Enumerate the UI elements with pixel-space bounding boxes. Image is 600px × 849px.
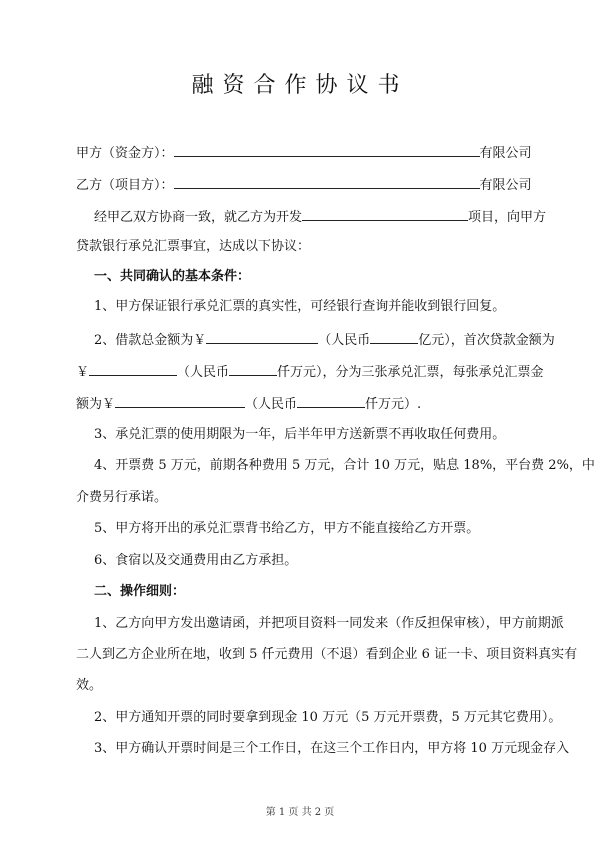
first-loan-blank[interactable] — [89, 362, 177, 376]
party-a-blank[interactable] — [174, 143, 480, 157]
section1-item2-line3 — [76, 394, 421, 414]
intro-line-1 — [94, 207, 546, 227]
section2-item1-line3: 效。 — [76, 678, 103, 693]
intro-line-2: 贷款银行承兑汇票事宜，达成以下协议： — [76, 239, 311, 254]
party-a-suffix: 有限公司 — [479, 146, 532, 161]
item2-text-g: 额为￥ — [76, 397, 116, 412]
party-b-suffix: 有限公司 — [479, 178, 532, 193]
section1-item5: 5、甲方将开出的承兑汇票背书给乙方，甲方不能直接给乙方开票。 — [94, 521, 480, 536]
party-b-line — [76, 175, 532, 195]
party-b-label: 乙方（项目方）： — [76, 178, 174, 193]
total-amount-blank[interactable] — [206, 330, 318, 344]
section2-item2: 2、甲方通知开票的同时要拿到现金 10 万元（5 万元开票费，5 万元其它费用）。 — [94, 710, 562, 725]
section1-item4-line2: 介费另行承诺。 — [76, 490, 168, 505]
total-rmb-blank[interactable] — [370, 330, 418, 344]
party-b-blank[interactable] — [174, 175, 480, 189]
section1-item6: 6、食宿以及交通费用由乙方承担。 — [94, 553, 298, 568]
item2-text-d: ￥ — [76, 365, 90, 380]
section1-item4-line1: 4、开票费 5 万元，前期各种费用 5 万元，合计 10 万元，贴息 18%，平台费 2%，中 — [94, 458, 595, 473]
section2-item1-line1: 1、乙方向甲方发出邀请函，并把项目资料一同发来（作反担保审核），甲方前期派 — [94, 616, 564, 631]
per-draft-amount-blank[interactable] — [115, 394, 245, 408]
item2-text-e: （人民币 — [177, 365, 230, 380]
first-loan-rmb-blank[interactable] — [229, 362, 277, 376]
item2-text-h: （人民币 — [245, 397, 298, 412]
intro-text-b: 项目，向甲方 — [468, 210, 547, 225]
item2-text-f: 仟万元），分为三张承兑汇票，每张承兑汇票金 — [277, 365, 544, 380]
page-footer: 第 1 页 共 2 页 — [265, 807, 335, 818]
project-name-blank[interactable] — [302, 207, 468, 221]
item2-text-b: （人民币 — [318, 333, 371, 348]
section1-item3: 3、承兑汇票的使用期限为一年，后半年甲方送新票不再收取任何费用。 — [94, 427, 506, 442]
section2-item3-line1: 3、甲方确认开票时间是三个工作日，在这三个工作日内，甲方将 10 万元现金存入 — [94, 741, 570, 756]
section1-item2-line1 — [94, 330, 555, 350]
section1-item1: 1、甲方保证银行承兑汇票的真实性，可经银行查询并能收到银行回复。 — [94, 299, 506, 314]
section1-item2-line2 — [76, 362, 544, 382]
party-a-label: 甲方（资金方）： — [76, 146, 174, 161]
item2-text-c: 亿元），首次贷款金额为 — [418, 333, 555, 348]
item2-text-a: 2、借款总金额为￥ — [94, 333, 207, 348]
item2-text-i: 仟万元）. — [365, 397, 422, 412]
section1-heading: 一、共同确认的基本条件： — [94, 269, 251, 284]
party-a-line — [76, 143, 532, 163]
intro-text-a: 经甲乙双方协商一致，就乙方为开发 — [94, 210, 303, 225]
section2-item1-line2: 二人到乙方企业所在地，收到 5 仟元费用（不退）看到企业 6 证一卡、项目资料真实有 — [76, 647, 578, 662]
per-draft-rmb-blank[interactable] — [297, 394, 365, 408]
section2-heading: 二、操作细则： — [94, 584, 186, 599]
document-title: 融资合作协议书 — [191, 73, 409, 98]
